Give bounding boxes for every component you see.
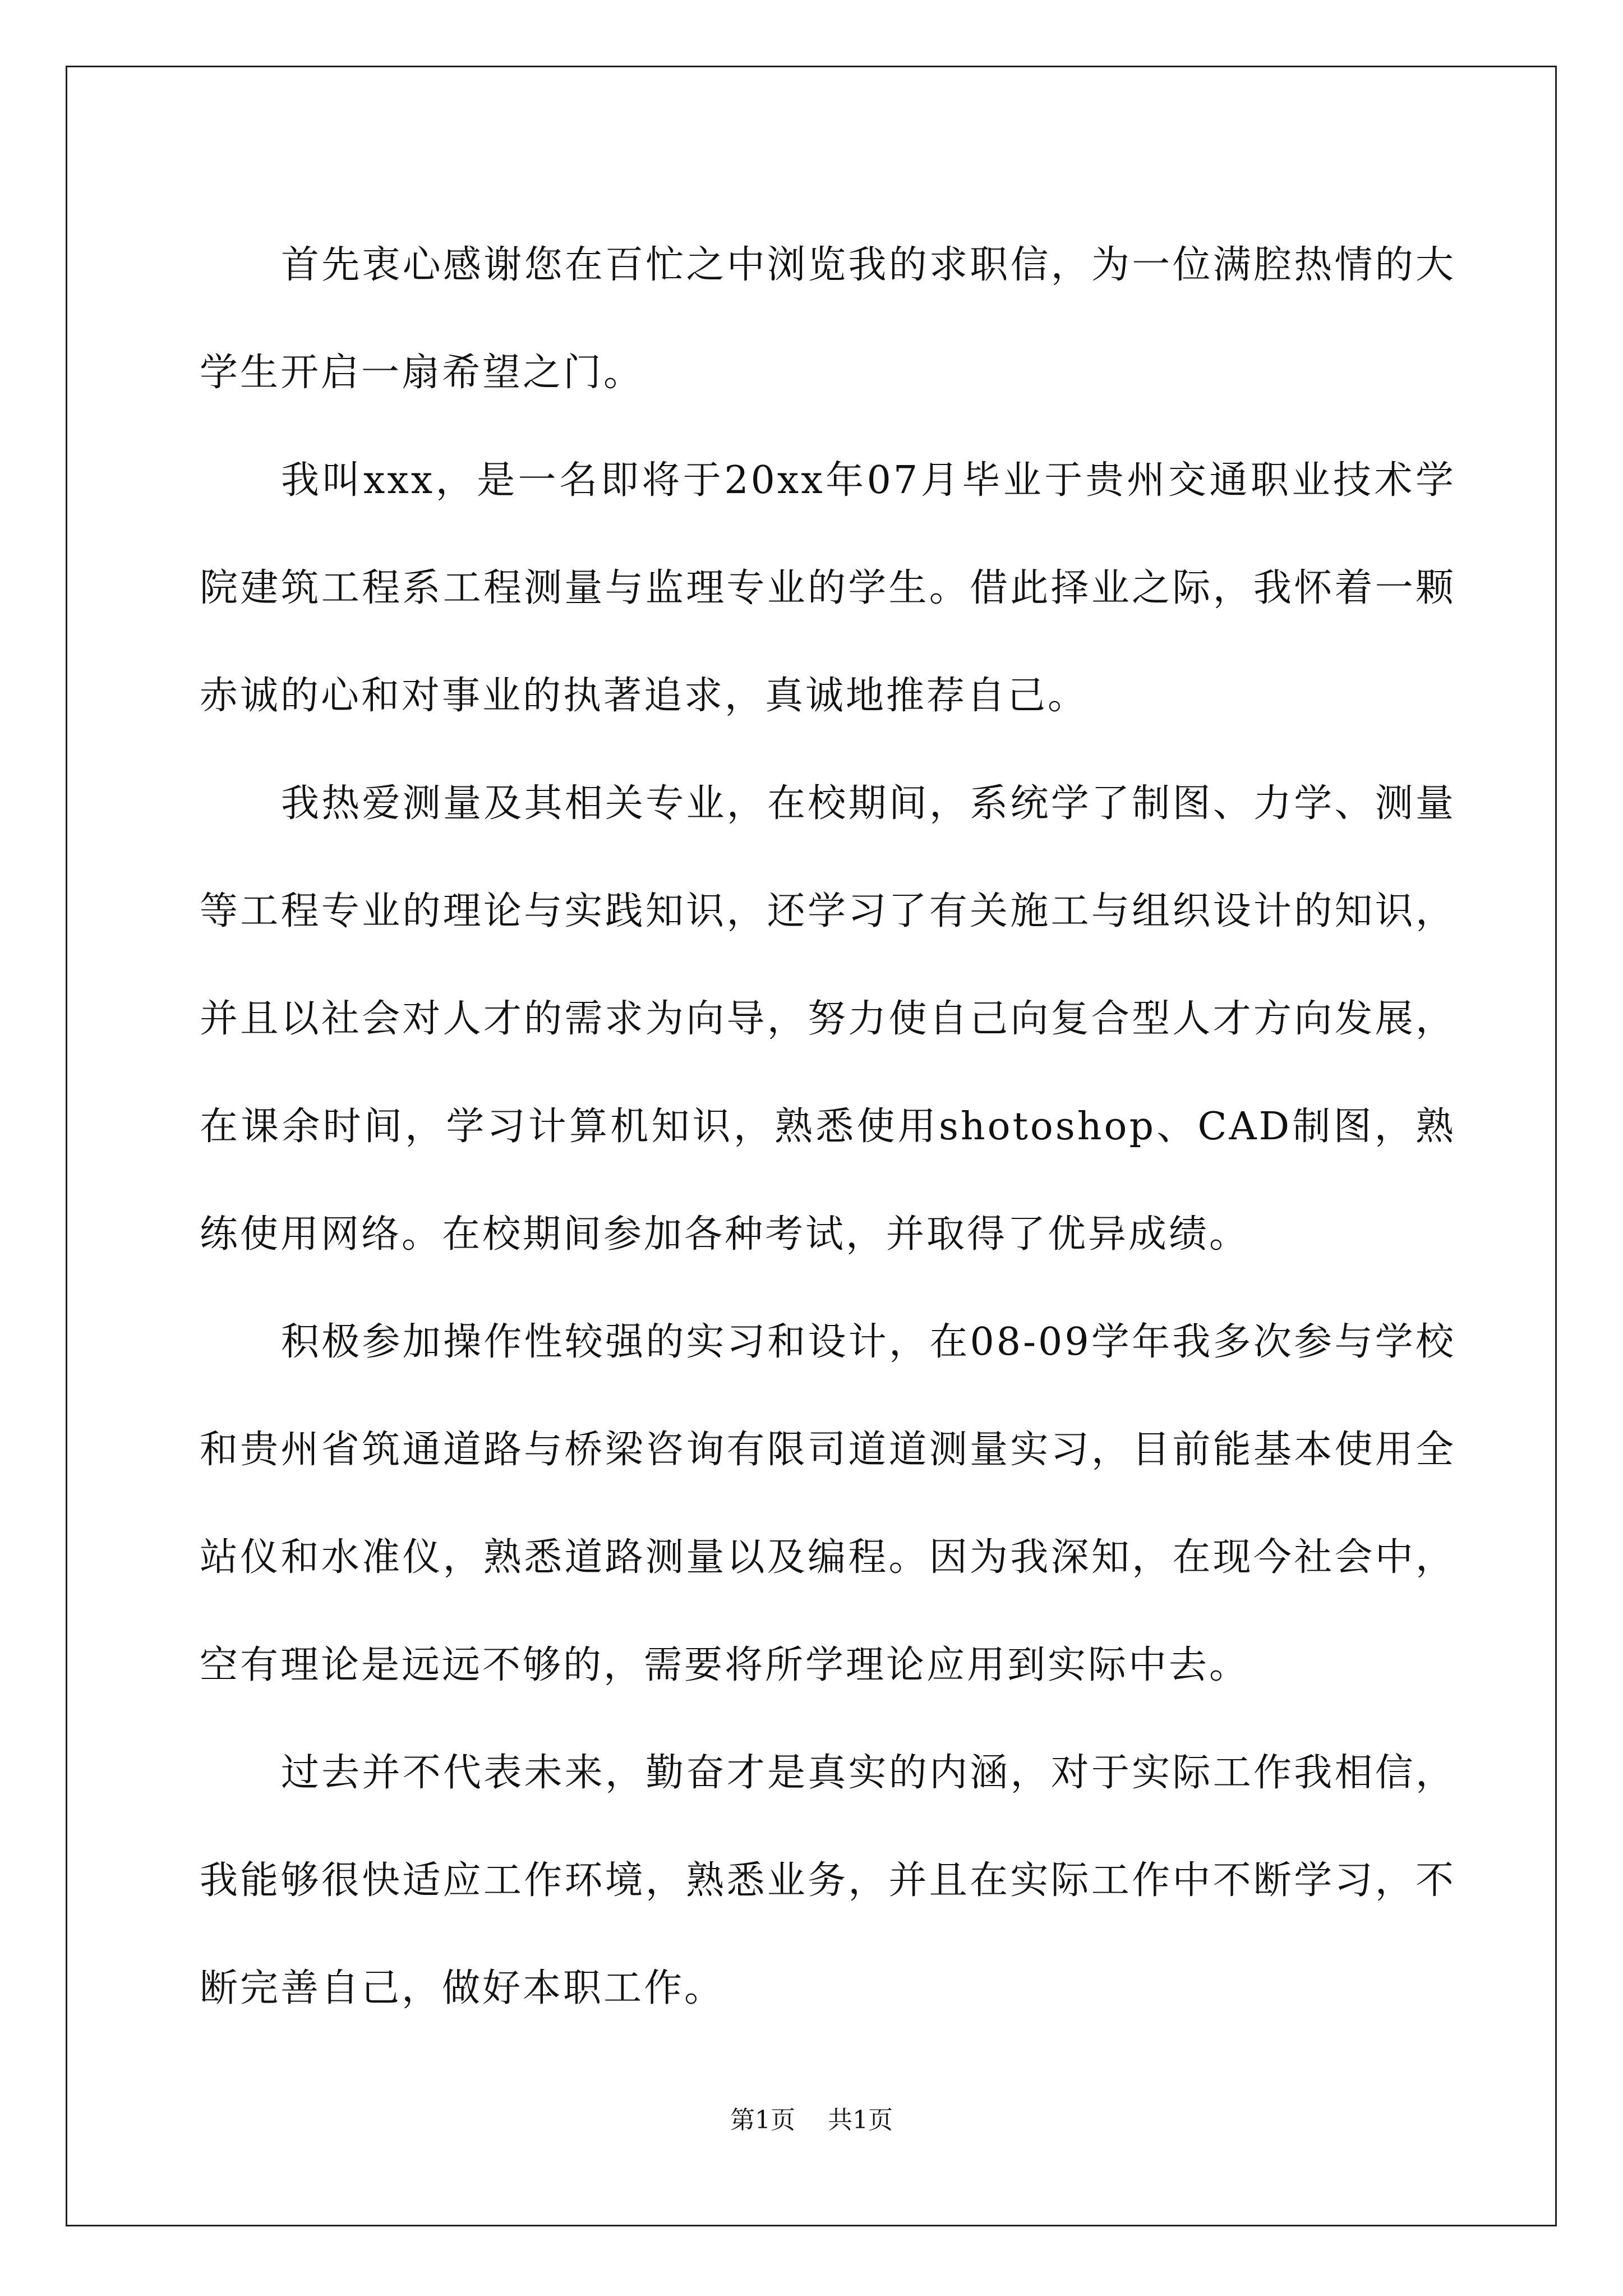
paragraph-4: 积极参加操作性较强的实习和设计，在08-09学年我多次参与学校和贵州省筑通道路与桥梁咨询有限司道道测量实习，目前能基本使用全站仪和水准仪，熟悉道路测量以及编程。因为我深知，在现今社会中，空有理论是远远不够的，需要将所学理论应用到实际中去。 <box>200 1320 1456 1687</box>
page-number: 第1页 <box>730 2106 795 2134</box>
page-total: 共1页 <box>828 2106 893 2134</box>
paragraph-5: 过去并不代表未来，勤奋才是真实的内涵，对于实际工作我相信，我能够很快适应工作环境，熟悉业务，并且在实际工作中不断学习，不断完善自己，做好本职工作。 <box>200 1751 1456 2010</box>
paragraph-2: 我叫xxx，是一名即将于20xx年07月毕业于贵州交通职业技术学院建筑工程系工程测量与监理专业的学生。借此择业之际，我怀着一颗赤诚的心和对事业的执著追求，真诚地推荐自己。 <box>200 458 1456 718</box>
page-footer <box>0 2100 1623 2136</box>
document-body <box>200 211 1456 2042</box>
paragraph-1: 首先衷心感谢您在百忙之中浏览我的求职信，为一位满腔热情的大学生开启一扇希望之门。 <box>200 243 1456 395</box>
paragraph-3: 我热爱测量及其相关专业，在校期间，系统学了制图、力学、测量等工程专业的理论与实践知识，还学习了有关施工与组织设计的知识，并且以社会对人才的需求为向导，努力使自己向复合型人才方向发展，在课余时间，学习计算机知识，熟悉使用shotoshop、CAD制图，熟练使用网络。在校期间参加各种考试，并取得了优异成绩。 <box>200 781 1456 1257</box>
